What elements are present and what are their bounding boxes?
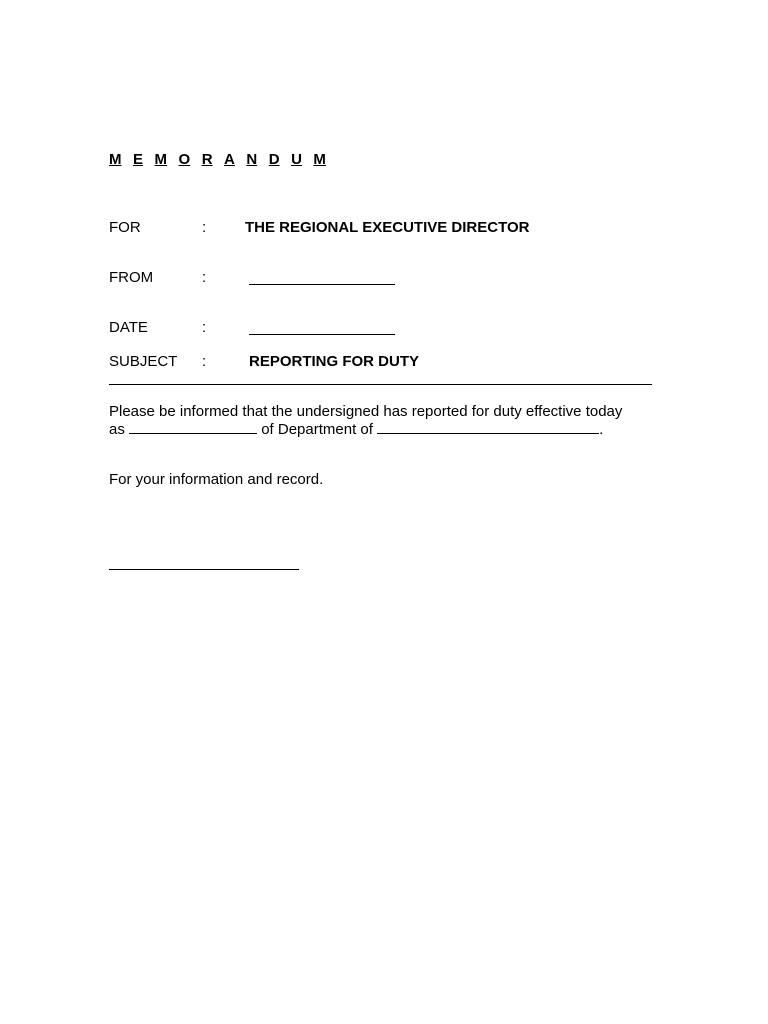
closing-text: For your information and record. (109, 471, 324, 488)
body-line-1: Please be informed that the undersigned has reported for duty effective today (109, 403, 623, 420)
body-paragraph (109, 403, 669, 439)
for-label: FOR (109, 219, 141, 236)
header-divider (109, 384, 652, 385)
body-line-2 (109, 421, 669, 439)
date-blank-line[interactable] (249, 334, 395, 335)
body-line2-prefix: as (109, 421, 125, 438)
from-blank-line[interactable] (249, 284, 395, 285)
subject-label: SUBJECT (109, 353, 178, 370)
title-letter: M (154, 151, 168, 168)
title-letter: M (313, 151, 326, 168)
signature-line[interactable] (109, 569, 299, 570)
date-colon: : (202, 319, 207, 336)
from-label: FROM (109, 269, 154, 286)
for-colon: : (202, 219, 207, 236)
title-letter: D (268, 151, 280, 168)
title-letter: N (246, 151, 258, 168)
title-letter: E (133, 151, 144, 168)
title-letter: U (291, 151, 302, 168)
title-letter: A (224, 151, 235, 168)
date-label: DATE (109, 319, 148, 336)
title-letter: O (178, 151, 191, 168)
department-blank[interactable] (377, 421, 599, 434)
title-letter: M (109, 151, 122, 168)
title-letter: R (201, 151, 213, 168)
body-line2-suffix: . (599, 421, 604, 438)
memo-title (109, 151, 337, 168)
from-colon: : (202, 269, 207, 286)
position-blank[interactable] (129, 421, 257, 434)
body-line2-middle: of Department of (261, 421, 373, 438)
subject-colon: : (202, 353, 207, 370)
for-value: THE REGIONAL EXECUTIVE DIRECTOR (245, 219, 530, 236)
subject-value: REPORTING FOR DUTY (249, 353, 420, 370)
